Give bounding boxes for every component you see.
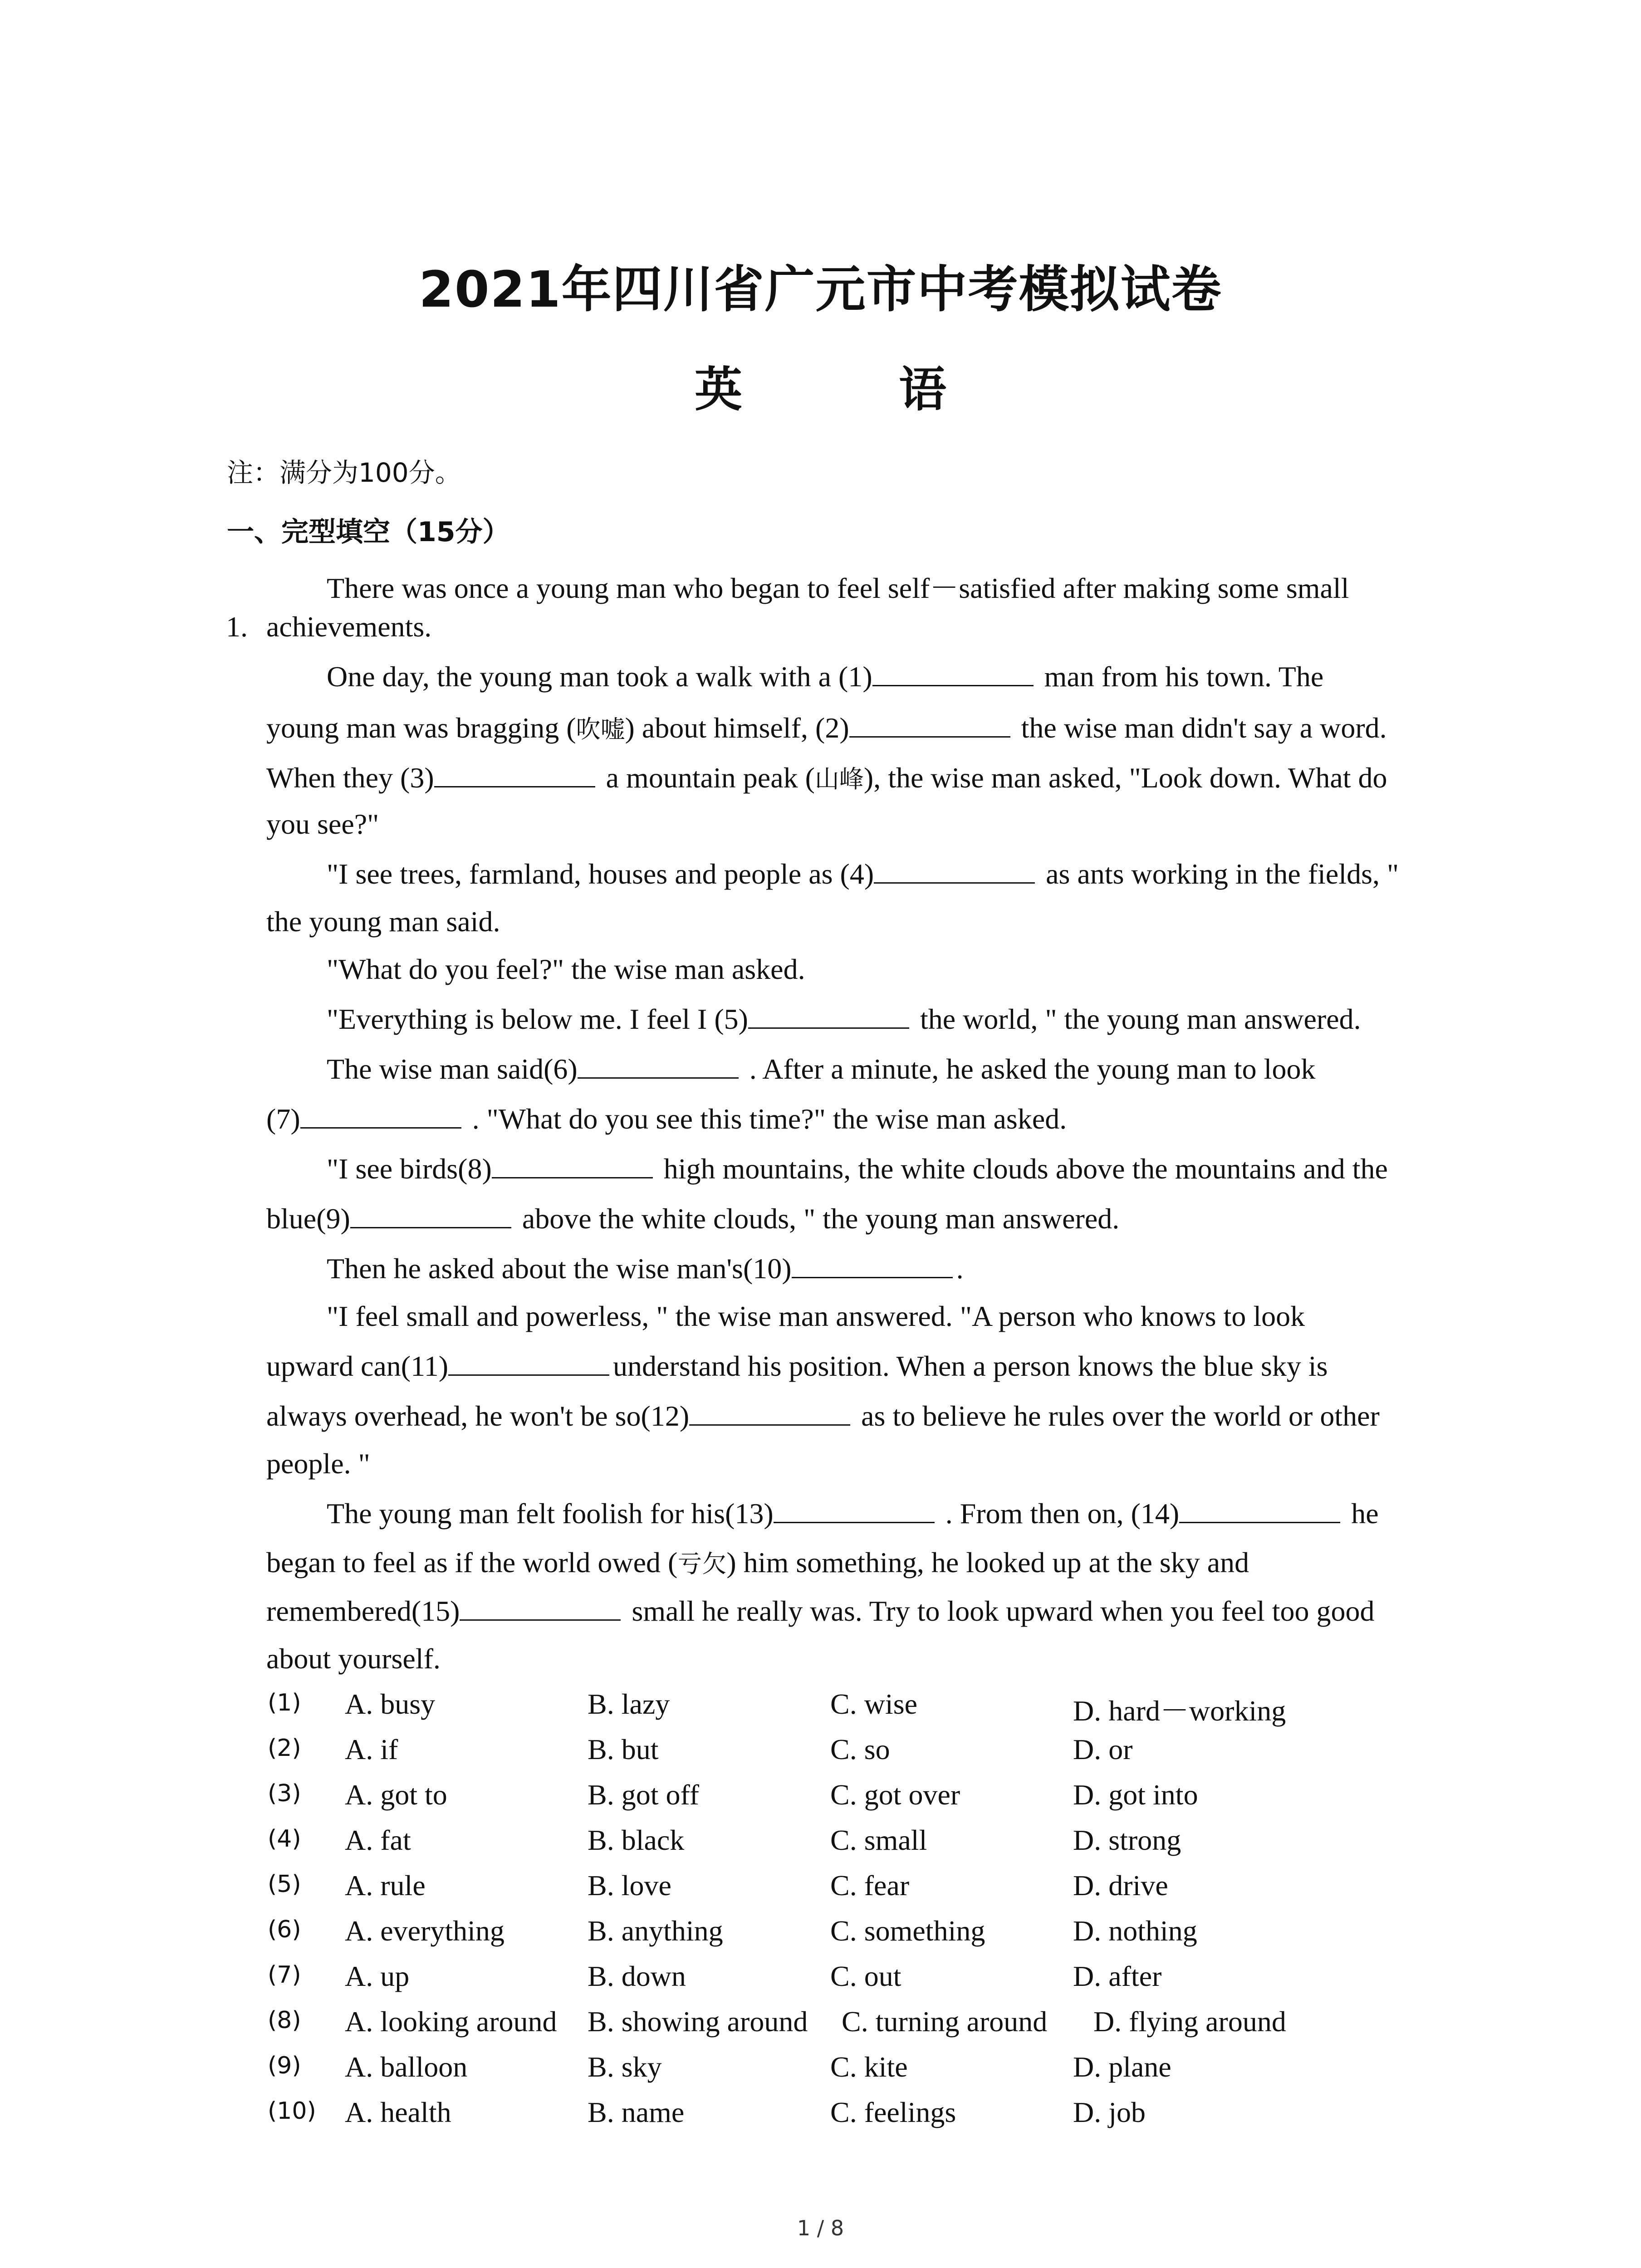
option-a[interactable]: A. if — [345, 1733, 398, 1765]
option-row — [268, 2096, 1357, 2132]
option-c[interactable]: C. wise — [830, 1688, 917, 1720]
option-d[interactable]: D. or — [1073, 1733, 1133, 1765]
page-number: 1 / 8 — [797, 2216, 844, 2240]
option-row — [268, 1687, 1357, 1727]
passage-line: The young man felt foolish for his(13) . From then on, (14) he — [327, 1497, 1379, 1530]
blank-8[interactable] — [492, 1155, 653, 1178]
option-row — [268, 1778, 1357, 1814]
option-b[interactable]: B. lazy — [588, 1688, 670, 1720]
option-d[interactable]: D. after — [1073, 1960, 1162, 1992]
option-b[interactable]: B. showing around — [588, 2005, 808, 2038]
passage-line: achievements. — [266, 611, 432, 643]
blank-7[interactable] — [300, 1105, 461, 1129]
option-number: (8) — [268, 2007, 301, 2034]
blank-15[interactable] — [460, 1598, 621, 1621]
passage-line: young man was bragging (吹嘘) about himself, (2) the wise man didn't say a word. — [266, 712, 1387, 744]
option-number: (5) — [268, 1871, 301, 1898]
option-row — [268, 1960, 1357, 1996]
passage-line: There was once a young man who began to feel self－satisfied after making some small — [327, 572, 1349, 604]
option-number: (4) — [268, 1825, 301, 1853]
blank-4[interactable] — [874, 860, 1035, 884]
exam-title: 2021年四川省广元市中考模拟试卷 — [419, 260, 1222, 318]
option-d[interactable]: D. nothing — [1073, 1915, 1197, 1947]
option-number: (9) — [268, 2052, 301, 2079]
blank-11[interactable] — [448, 1353, 609, 1376]
option-b[interactable]: B. anything — [588, 1915, 723, 1947]
option-b[interactable]: B. love — [588, 1869, 671, 1901]
passage-line: the young man said. — [266, 905, 500, 938]
option-d[interactable]: D. got into — [1073, 1779, 1198, 1811]
option-a[interactable]: A. everything — [345, 1915, 505, 1947]
option-a[interactable]: A. up — [345, 1960, 410, 1992]
option-a[interactable]: A. busy — [345, 1688, 436, 1720]
score-note: 注：满分为100分。 — [227, 457, 461, 488]
option-number: (3) — [268, 1780, 301, 1807]
passage-line: When they (3) a mountain peak (山峰), the wise man asked, "Look down. What do — [266, 762, 1387, 794]
option-c[interactable]: C. out — [830, 1960, 901, 1992]
passage-line: "I see trees, farmland, houses and people as (4) as ants working in the fields, " — [327, 858, 1399, 890]
option-a[interactable]: A. got to — [345, 1779, 447, 1811]
passage-line: "I see birds(8) high mountains, the white clouds above the mountains and the — [327, 1153, 1388, 1185]
option-c[interactable]: C. something — [830, 1915, 985, 1947]
option-c[interactable]: C. fear — [830, 1869, 910, 1901]
blank-5[interactable] — [748, 1006, 909, 1029]
passage-line: "Everything is below me. I feel I (5) the world, " the young man answered. — [327, 1003, 1361, 1035]
option-d[interactable]: D. plane — [1073, 2051, 1171, 2083]
passage-line: "What do you feel?" the wise man asked. — [327, 953, 805, 985]
blank-12[interactable] — [689, 1403, 850, 1426]
option-a[interactable]: A. health — [345, 2096, 451, 2128]
passage-line: you see?" — [266, 808, 379, 840]
option-d[interactable]: D. job — [1073, 2096, 1146, 2128]
option-number: (6) — [268, 1916, 301, 1943]
passage-line: Then he asked about the wise man's(10) . — [327, 1252, 964, 1285]
option-b[interactable]: B. black — [588, 1824, 685, 1856]
option-number: (10) — [268, 2097, 316, 2125]
option-b[interactable]: B. sky — [588, 2051, 662, 2083]
option-c[interactable]: C. feelings — [830, 2096, 956, 2128]
option-c[interactable]: C. small — [830, 1824, 927, 1856]
option-a[interactable]: A. fat — [345, 1824, 411, 1856]
passage-line: The wise man said(6) . After a minute, he asked the young man to look — [327, 1053, 1316, 1085]
option-c[interactable]: C. kite — [830, 2051, 908, 2083]
passage-line: about yourself. — [266, 1642, 441, 1675]
option-row — [268, 2005, 1357, 2041]
option-row — [268, 2050, 1357, 2087]
option-number: (2) — [268, 1735, 301, 1762]
option-b[interactable]: B. down — [588, 1960, 686, 1992]
option-row — [268, 1733, 1357, 1769]
blank-9[interactable] — [350, 1205, 511, 1228]
passage-line: remembered(15) small he really was. Try to look upward when you feel too good — [266, 1595, 1375, 1627]
option-d[interactable]: D. drive — [1073, 1869, 1168, 1901]
question-number: 1. — [226, 611, 248, 643]
blank-13[interactable] — [774, 1500, 935, 1523]
blank-14[interactable] — [1179, 1500, 1340, 1523]
passage-line: "I feel small and powerless, " the wise man answered. "A person who knows to look — [327, 1300, 1305, 1332]
section-heading: 一、完型填空（15分） — [227, 516, 510, 548]
subject-title: 英 语 — [694, 362, 1001, 417]
option-row — [268, 1823, 1357, 1860]
blank-10[interactable] — [792, 1255, 953, 1278]
option-number: (1) — [268, 1689, 301, 1716]
option-d[interactable]: D. strong — [1073, 1824, 1181, 1856]
option-b[interactable]: B. but — [588, 1733, 659, 1765]
passage-line: blue(9) above the white clouds, " the young man answered. — [266, 1202, 1120, 1235]
option-a[interactable]: A. balloon — [345, 2051, 468, 2083]
blank-6[interactable] — [578, 1056, 739, 1079]
passage-line: upward can(11) understand his position. When a person knows the blue sky is — [266, 1350, 1328, 1382]
option-number: (7) — [268, 1961, 301, 1989]
option-a[interactable]: A. rule — [345, 1869, 426, 1901]
option-row — [268, 1869, 1357, 1905]
option-b[interactable]: B. got off — [588, 1779, 699, 1811]
blank-1[interactable] — [872, 663, 1034, 686]
option-d[interactable]: D. hard－working — [1073, 1695, 1286, 1727]
blank-2[interactable] — [849, 714, 1010, 738]
option-d[interactable]: D. flying around — [1093, 2005, 1286, 2038]
passage-line: began to feel as if the world owed (亏欠) him something, he looked up at the sky and — [266, 1546, 1249, 1579]
passage-line: people. " — [266, 1447, 370, 1480]
blank-3[interactable] — [434, 764, 595, 787]
option-b[interactable]: B. name — [588, 2096, 685, 2128]
option-row — [268, 1914, 1357, 1950]
passage-line: One day, the young man took a walk with a (1) man from his town. The — [327, 660, 1324, 693]
option-c[interactable]: C. turning around — [842, 2005, 1048, 2038]
passage-line: always overhead, he won't be so(12) as to believe he rules over the world or other — [266, 1400, 1380, 1432]
option-c[interactable]: C. so — [830, 1733, 890, 1765]
option-c[interactable]: C. got over — [830, 1779, 960, 1811]
passage-line: (7) . "What do you see this time?" the wise man asked. — [266, 1103, 1067, 1135]
option-a[interactable]: A. looking around — [345, 2005, 557, 2038]
